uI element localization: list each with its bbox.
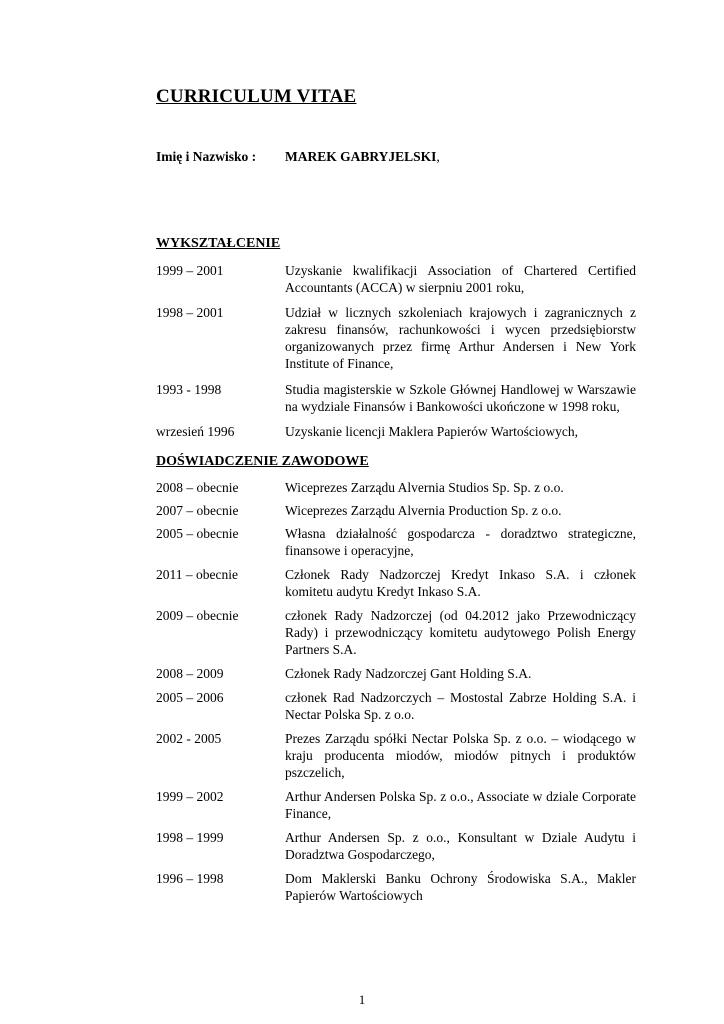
name-suffix: ,	[436, 149, 440, 164]
entry-date: 2005 – 2006	[156, 690, 224, 705]
name-label: Imię i Nazwisko :	[156, 149, 257, 164]
entry-text: Studia magisterskie w Szkole Głównej Handlowej w Warszawie na wydziale Finansów i Bankowości ukończone w 1998 roku,	[285, 382, 636, 414]
entry-date: wrzesień 1996	[156, 424, 235, 439]
entry-date: 2008 – obecnie	[156, 480, 239, 495]
entry-text: Udział w licznych szkoleniach krajowych i zagranicznych z zakresu finansów, rachunkowości i wycen przedsiębiorstw organizowanych przez firmę Arthur Andersen i New York Institute of Finance,	[285, 305, 636, 371]
experience-entry	[156, 870, 636, 904]
experience-entry	[156, 730, 636, 781]
entry-text: członek Rad Nadzorczych – Mostostal Zabrze Holding S.A. i Nectar Polska Sp. z o.o.	[285, 690, 636, 722]
entry-text: Członek Rady Nadzorczej Gant Holding S.A.	[285, 666, 532, 681]
entry-text: Uzyskanie licencji Maklera Papierów Wartościowych,	[285, 424, 578, 439]
experience-entry	[156, 665, 636, 682]
entry-text: członek Rady Nadzorczej (od 04.2012 jako Przewodniczący Rady) i przewodniczący komitetu audytowego Polish Energy Partners S.A.	[285, 608, 636, 657]
education-heading: WYKSZTAŁCENIE	[156, 236, 281, 251]
entry-date: 2005 – obecnie	[156, 526, 239, 541]
education-entry	[156, 262, 636, 296]
experience-entry	[156, 479, 636, 496]
entry-text: Prezes Zarządu spółki Nectar Polska Sp. z o.o. – wiodącego w kraju producenta miodów, miodów pitnych i produktów pszczelich,	[285, 731, 636, 780]
entry-date: 1996 – 1998	[156, 871, 224, 886]
education-entry	[156, 304, 636, 372]
experience-entry	[156, 607, 636, 658]
entry-date: 2011 – obecnie	[156, 567, 238, 582]
experience-heading: DOŚWIADCZENIE ZAWODOWE	[156, 454, 369, 469]
document-title: CURRICULUM VITAE	[156, 86, 357, 107]
experience-list	[156, 479, 636, 904]
entry-text: Uzyskanie kwalifikacji Association of Chartered Certified Accountants (ACCA) w sierpniu 2001 roku,	[285, 263, 636, 295]
entry-text: Arthur Andersen Sp. z o.o., Konsultant w Dziale Audytu i Doradztwa Gospodarczego,	[285, 830, 636, 862]
education-list	[156, 262, 636, 440]
entry-date: 2002 - 2005	[156, 731, 222, 746]
entry-date: 1998 – 1999	[156, 830, 224, 845]
entry-date: 2008 – 2009	[156, 666, 224, 681]
entry-text: Własna działalność gospodarcza - doradztwo strategiczne, finansowe i operacyjne,	[285, 526, 636, 558]
experience-entry	[156, 689, 636, 723]
entry-text: Wiceprezes Zarządu Alvernia Studios Sp. Sp. z o.o.	[285, 480, 564, 495]
entry-date: 1999 – 2001	[156, 263, 224, 278]
entry-text: Członek Rady Nadzorczej Kredyt Inkaso S.A. i członek komitetu audytu Kredyt Inkaso S.A.	[285, 567, 636, 599]
entry-date: 1999 – 2002	[156, 789, 224, 804]
education-entry	[156, 423, 636, 440]
experience-entry	[156, 566, 636, 600]
name-row	[156, 149, 440, 165]
entry-date: 2009 – obecnie	[156, 608, 239, 623]
entry-date: 2007 – obecnie	[156, 503, 239, 518]
entry-text: Dom Maklerski Banku Ochrony Środowiska S.A., Makler Papierów Wartościowych	[285, 871, 636, 903]
name-value: MAREK GABRYJELSKI	[285, 149, 437, 164]
page-number: 1	[358, 992, 366, 1007]
experience-entry	[156, 788, 636, 822]
entry-date: 1993 - 1998	[156, 382, 222, 397]
experience-entry	[156, 502, 636, 519]
entry-date: 1998 – 2001	[156, 305, 224, 320]
entry-text: Arthur Andersen Polska Sp. z o.o., Associate w dziale Corporate Finance,	[285, 789, 636, 821]
education-entry	[156, 381, 636, 415]
entry-text: Wiceprezes Zarządu Alvernia Production Sp. z o.o.	[285, 503, 562, 518]
experience-entry	[156, 829, 636, 863]
experience-entry	[156, 525, 636, 559]
